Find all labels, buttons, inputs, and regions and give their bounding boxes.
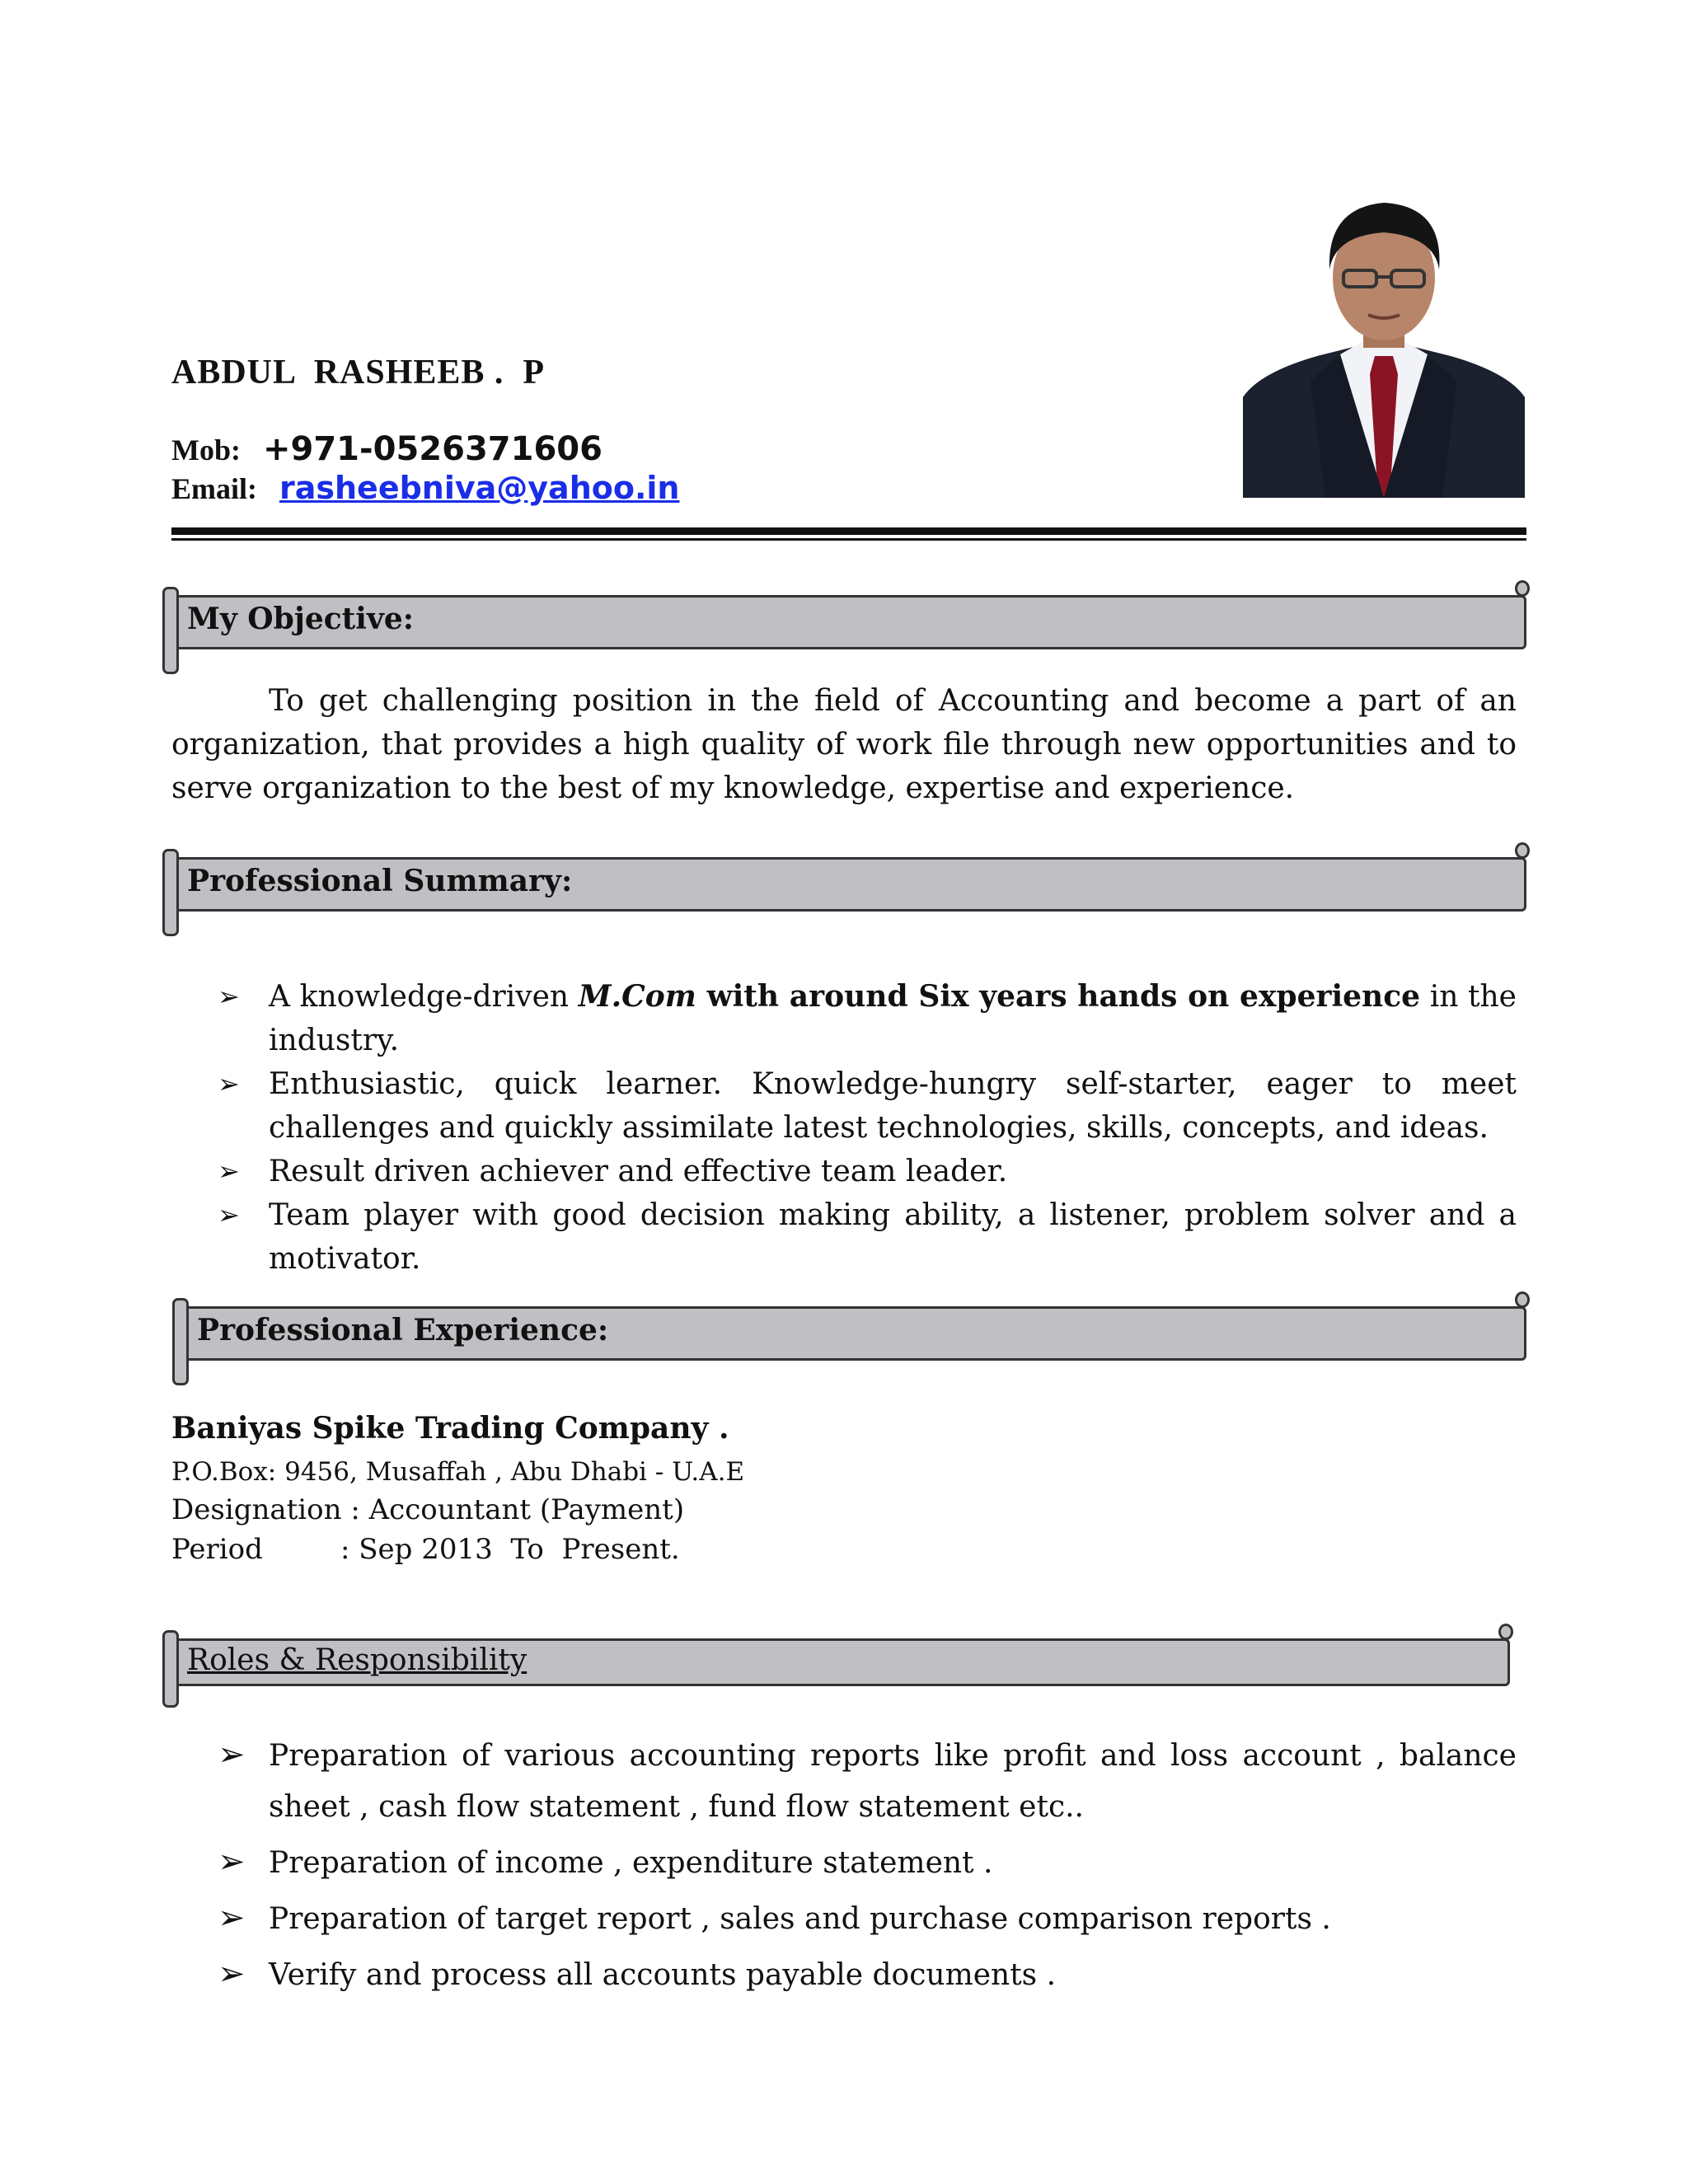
list-item (218, 1062, 1517, 1150)
summary-banner (162, 849, 1526, 912)
period-row (171, 1533, 680, 1566)
arrow-bullet-icon: ➢ (218, 1955, 246, 1993)
scroll-roll-right (1498, 1624, 1513, 1640)
summary-heading: Professional Summary: (187, 864, 573, 898)
objective-banner (162, 587, 1526, 649)
summary-item-text: Team player with good decision making ability, a listener, problem solver and a motivator. (269, 1198, 1517, 1276)
list-item (218, 1193, 1517, 1281)
arrow-bullet-icon: ➢ (218, 1843, 246, 1881)
scroll-roll-left (172, 1298, 189, 1385)
list-item (218, 1894, 1517, 1945)
scroll-roll-right (1515, 842, 1530, 859)
objective-heading: My Objective: (187, 602, 415, 636)
summary-item-1-post: in the industry. (269, 980, 1517, 1057)
scroll-roll-left (162, 1630, 179, 1708)
profile-photo-illustration (1243, 191, 1525, 498)
summary-item-text: Enthusiastic, quick learner. Knowledge-hungry self-starter, eager to meet challenges and quickly assimilate latest technologies, skills, concepts, and ideas. (269, 1067, 1517, 1145)
role-item-text: Preparation of various accounting reports like profit and loss account , balance sheet , cash flow statement , fund flow statement etc.. (269, 1739, 1517, 1824)
email-row (171, 470, 679, 506)
list-item (218, 1950, 1517, 2001)
roles-heading: Roles & Responsibility (187, 1643, 528, 1677)
mobile-row (171, 430, 603, 468)
role-item-text: Verify and process all accounts payable documents . (269, 1958, 1057, 1992)
roles-banner (162, 1630, 1510, 1686)
designation-row (171, 1493, 684, 1526)
header-divider-thin (171, 538, 1526, 541)
email-link[interactable]: rasheebniva@yahoo.in (279, 470, 680, 506)
period-label: Period (171, 1533, 263, 1566)
company-name: Baniyas Spike Trading Company . (171, 1411, 729, 1446)
experience-banner (172, 1298, 1526, 1361)
arrow-bullet-icon: ➢ (218, 1199, 240, 1230)
role-item-text: Preparation of target report , sales and purchase comparison reports . (269, 1902, 1331, 1936)
profile-photo (1243, 191, 1525, 498)
scroll-roll-left (162, 587, 179, 674)
list-item (218, 975, 1517, 1062)
mobile-label: Mob: (171, 434, 241, 466)
arrow-bullet-icon: ➢ (218, 1155, 240, 1187)
objective-text: To get challenging position in the field of Accounting and become a part of an organization, that provides a high quality of work file through new opportunities and to serve organization to the best of my knowledge, expertise and experience. (171, 684, 1517, 805)
list-item (218, 1150, 1517, 1193)
summary-item-1-bold: with around Six years hands on experience (696, 979, 1421, 1014)
candidate-name: ABDUL RASHEEB . P (171, 354, 546, 391)
header-divider-thick (171, 527, 1526, 535)
summary-item-1-degree: M.Com (578, 979, 696, 1014)
list-item (218, 1838, 1517, 1889)
list-item (218, 1731, 1517, 1833)
arrow-bullet-icon: ➢ (218, 1899, 246, 1937)
roles-list (218, 1731, 1517, 2013)
summary-item-1-pre: A knowledge-driven (269, 980, 579, 1014)
summary-list (218, 975, 1517, 1281)
designation-value: Accountant (Payment) (368, 1493, 685, 1526)
period-value: : Sep 2013 To Present. (340, 1533, 680, 1566)
arrow-bullet-icon: ➢ (218, 1068, 240, 1099)
scroll-roll-right (1515, 580, 1530, 597)
arrow-bullet-icon: ➢ (218, 1736, 246, 1774)
mobile-number: +971-0526371606 (263, 430, 603, 468)
summary-item-text: Result driven achiever and effective team leader. (269, 1155, 1008, 1188)
experience-heading: Professional Experience: (197, 1313, 609, 1347)
scroll-roll-right (1515, 1291, 1530, 1308)
email-label: Email: (171, 472, 257, 505)
designation-label: Designation : (171, 1493, 360, 1526)
scroll-roll-left (162, 849, 179, 936)
arrow-bullet-icon: ➢ (218, 981, 240, 1012)
role-item-text: Preparation of income , expenditure statement . (269, 1846, 993, 1880)
company-address: P.O.Box: 9456, Musaffah , Abu Dhabi - U.A.E (171, 1457, 745, 1487)
